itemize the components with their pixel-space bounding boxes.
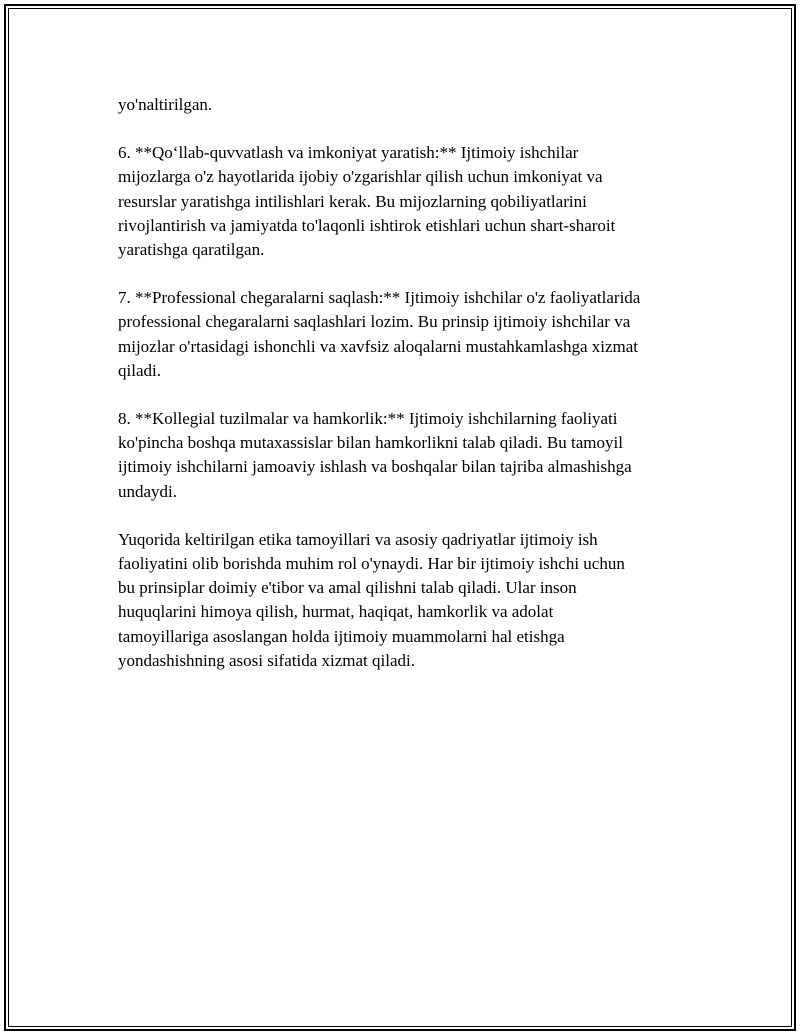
- text-line: Yuqorida keltirilgan etika tamoyillari va asosiy qadriyatlar ijtimoiy ish: [118, 529, 598, 549]
- text-line: faoliyatini olib borishda muhim rol o'ynaydi. Har bir ijtimoiy ishchi uchun: [118, 554, 625, 574]
- text-line: yaratishga qaratilgan.: [118, 240, 265, 260]
- text-line: bu prinsiplar doimiy e'tibor va amal qilishni talab qiladi. Ular inson: [118, 578, 577, 598]
- text-line: undaydi.: [118, 481, 178, 501]
- text-line: 7. **Professional chegaralarni saqlash:** Ijtimoiy ishchilar o'z faoliyatlarida: [118, 288, 641, 308]
- text-line: mijozlar o'rtasidagi ishonchli va xavfsiz aloqalarni mustahkamlashga xizmat: [118, 336, 638, 356]
- paragraph-item-7: [118, 286, 708, 383]
- paragraph-item-8: [118, 407, 708, 504]
- text-line: mijozlarga o'z hayotlarida ijobiy o'zgarishlar qilish uchun imkoniyat va: [118, 167, 603, 187]
- text-line: resurslar yaratishga intilishlari kerak. Bu mijozlarning qobiliyatlarini: [118, 191, 587, 211]
- text-line: 6. **Qo‘llab-quvvatlash va imkoniyat yaratish:** Ijtimoiy ishchilar: [118, 143, 579, 163]
- text-line: qiladi.: [118, 360, 161, 380]
- text-line: yondashishning asosi sifatida xizmat qiladi.: [118, 650, 415, 670]
- text-line: yo'naltirilgan.: [118, 95, 213, 114]
- text-line: ijtimoiy ishchilarni jamoaviy ishlash va boshqalar bilan tajriba almashishga: [118, 457, 632, 477]
- paragraph-continuation: [118, 93, 708, 117]
- text-line: rivojlantirish va jamiyatda to'laqonli ishtirok etishlari uchun shart-sharoit: [118, 215, 616, 235]
- text-line: professional chegaralarni saqlashlari lozim. Bu prinsip ijtimoiy ishchilar va: [118, 312, 631, 332]
- paragraph-item-6: [118, 141, 708, 262]
- text-line: tamoyillariga asoslangan holda ijtimoiy muammolarni hal etishga: [118, 626, 565, 646]
- document-page: [4, 4, 796, 1031]
- text-line: huquqlarini himoya qilish, hurmat, haqiqat, hamkorlik va adolat: [118, 602, 554, 622]
- document-body: [118, 93, 708, 697]
- text-line: 8. **Kollegial tuzilmalar va hamkorlik:** Ijtimoiy ishchilarning faoliyati: [118, 409, 618, 429]
- text-line: ko'pincha boshqa mutaxassislar bilan hamkorlikni talab qiladi. Bu tamoyil: [118, 433, 623, 453]
- paragraph-conclusion: [118, 528, 708, 673]
